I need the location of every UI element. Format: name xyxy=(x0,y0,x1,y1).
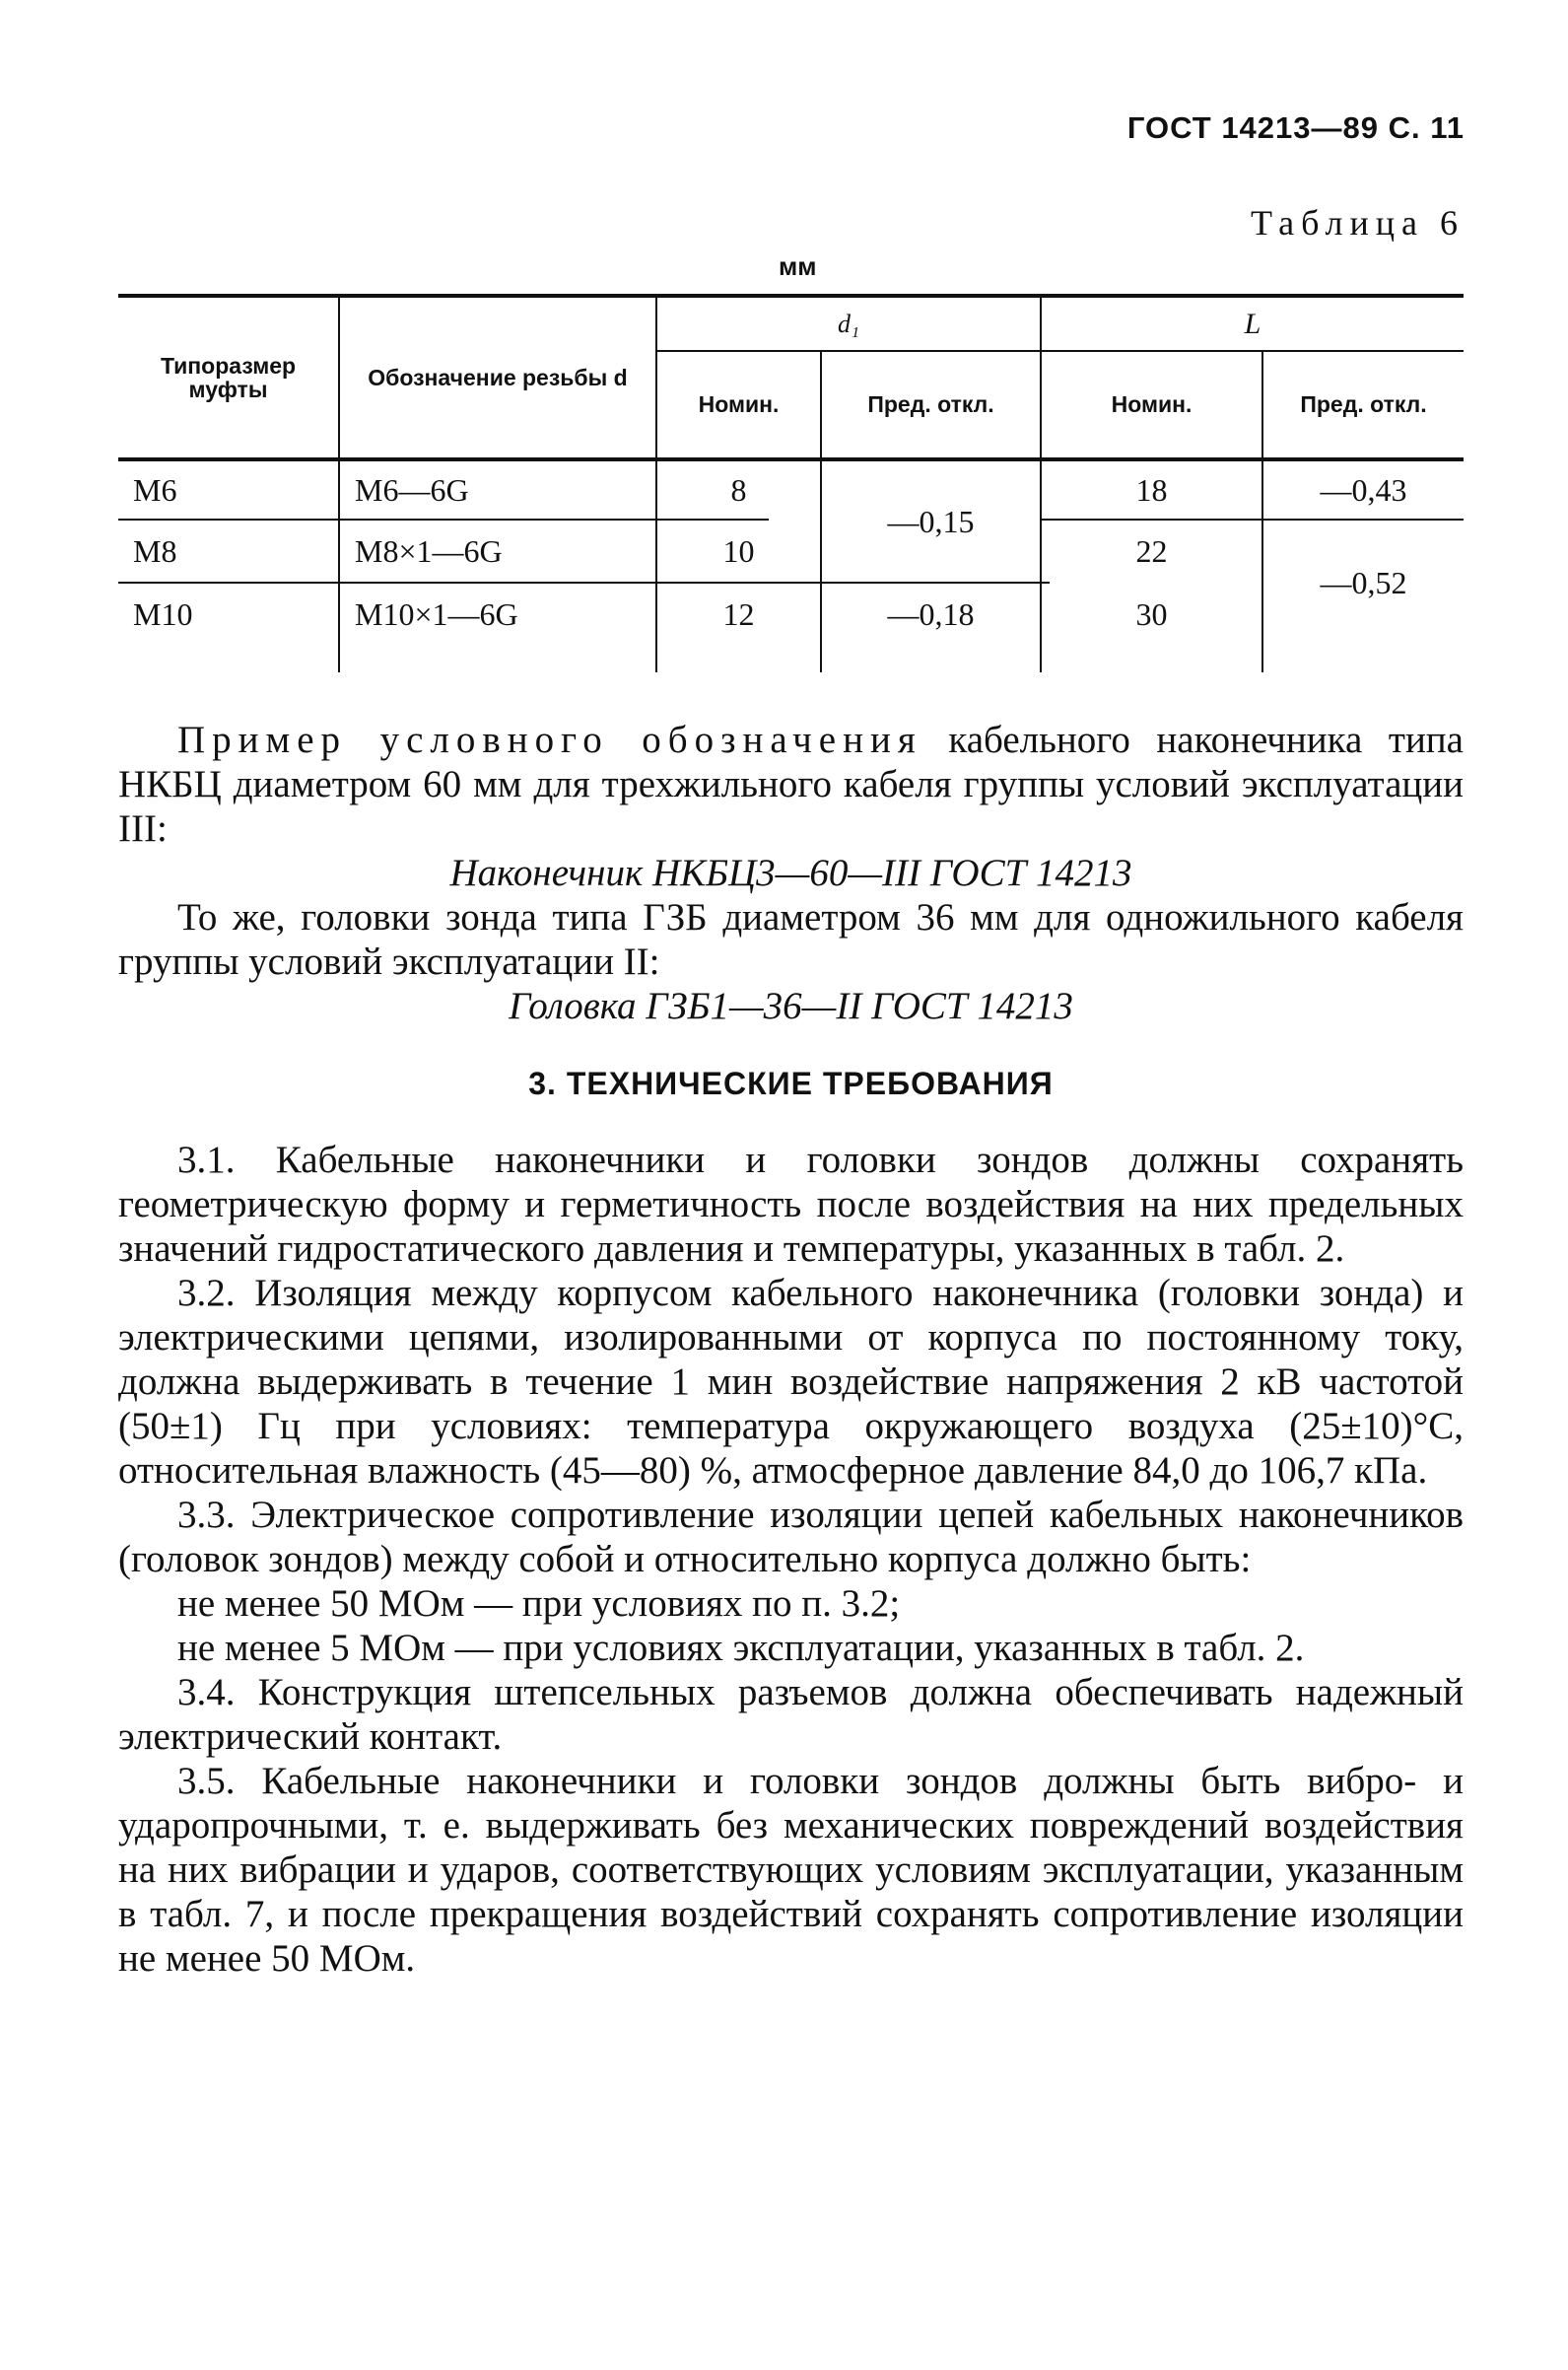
section-title: 3. ТЕХНИЧЕСКИЕ ТРЕБОВАНИЯ xyxy=(528,1066,1054,1101)
dimensions-table xyxy=(118,294,1464,672)
cell-thread: М6—6G xyxy=(355,471,469,508)
cell-d1-dev: —0,18 xyxy=(887,595,975,632)
paragraph-3-3-a: не менее 50 МОм — при условиях по п. 3.2; xyxy=(177,1582,901,1625)
cell-L-nom: 22 xyxy=(1135,532,1168,569)
table-caption: Таблица 6 xyxy=(1251,203,1465,243)
same-paragraph: То же, головки зонда типа ГЗБ диаметром 36 мм для одножильного кабеля группы условий эксплуатации II: xyxy=(118,896,1464,983)
header-d1-nom: Номин. xyxy=(698,391,780,418)
designation-2: Головка ГЗБ1—36—II ГОСТ 14213 xyxy=(509,985,1073,1027)
header-L-dev: Пред. откл. xyxy=(1300,391,1427,418)
body-text xyxy=(118,718,1464,1981)
designation-1: Наконечник НКБЦ3—60—III ГОСТ 14213 xyxy=(449,852,1132,894)
cell-size: М8 xyxy=(133,532,177,569)
cell-L-nom: 18 xyxy=(1135,471,1168,508)
table-unit: мм xyxy=(779,251,817,281)
cell-d1-nom: 10 xyxy=(722,532,755,569)
header-L: L xyxy=(1244,307,1261,340)
cell-L-dev-merged: —0,52 xyxy=(1320,564,1407,600)
example-intro-spaced: Пример условного обозначения xyxy=(177,719,922,761)
header-size: Типоразмер муфты xyxy=(160,352,297,402)
cell-L-nom: 30 xyxy=(1135,595,1168,632)
paragraph-3-3-b: не менее 5 МОм — при условиях эксплуатации, указанных в табл. 2. xyxy=(177,1627,1305,1669)
header-d1: d₁ xyxy=(837,309,860,338)
paragraph-3-2: 3.2. Изоляция между корпусом кабельного наконечника (головки зонда) и электрическими цепями, изолированными от корпуса по постоянному току, должна выдерживать в течение 1 мин воздействие напряжения 2 кВ частотой (50±1) Гц при условиях: температура окружающего воздуха (25±10)°С, относительная влажность (45—80) %, атмосферное давление 84,0 до 106,7 кПа. xyxy=(118,1272,1464,1492)
cell-d1-nom: 12 xyxy=(722,595,755,632)
header-L-nom: Номин. xyxy=(1111,391,1193,418)
header-d1-dev: Пред. откл. xyxy=(867,391,994,418)
cell-size: М6 xyxy=(133,471,177,508)
cell-thread: М10×1—6G xyxy=(355,595,518,632)
paragraph-3-4: 3.4. Конструкция штепсельных разъемов должна обеспечивать надежный электрический контакт. xyxy=(118,1671,1464,1758)
paragraph-3-3: 3.3. Электрическое сопротивление изоляции цепей кабельных наконечников (головок зондов) между собой и относительно корпуса должно быть: xyxy=(118,1494,1464,1580)
example-intro-rest: кабельного наконечника типа НКБЦ диаметром 60 мм для трехжильного кабеля группы условий эксплуатации III: xyxy=(118,719,1464,850)
example-paragraph xyxy=(118,718,1464,851)
cell-d1-nom: 8 xyxy=(730,471,747,508)
page-header: ГОСТ 14213—89 С. 11 xyxy=(1126,110,1465,145)
cell-L-dev: —0,43 xyxy=(1320,471,1407,508)
paragraph-3-1: 3.1. Кабельные наконечники и головки зондов должны сохранять геометрическую форму и герметичность после воздействия на них предельных значений гидростатического давления и температуры, указанных в табл. 2. xyxy=(118,1139,1464,1270)
paragraph-3-5: 3.5. Кабельные наконечники и головки зондов должны быть вибро- и ударопрочными, т. е. выдерживать без механических повреждений воздействия на них вибрации и ударов, соответствующих условиям эксплуатации, указанным в табл. 7, и после прекращения воздействий сохранять сопротивление изоляции не менее 50 МОм. xyxy=(118,1760,1464,1980)
cell-thread: М8×1—6G xyxy=(355,532,503,569)
cell-d1-dev-merged: —0,15 xyxy=(887,503,975,539)
header-thread: Обозначение резьбы d xyxy=(368,364,628,390)
cell-size: М10 xyxy=(133,595,193,632)
